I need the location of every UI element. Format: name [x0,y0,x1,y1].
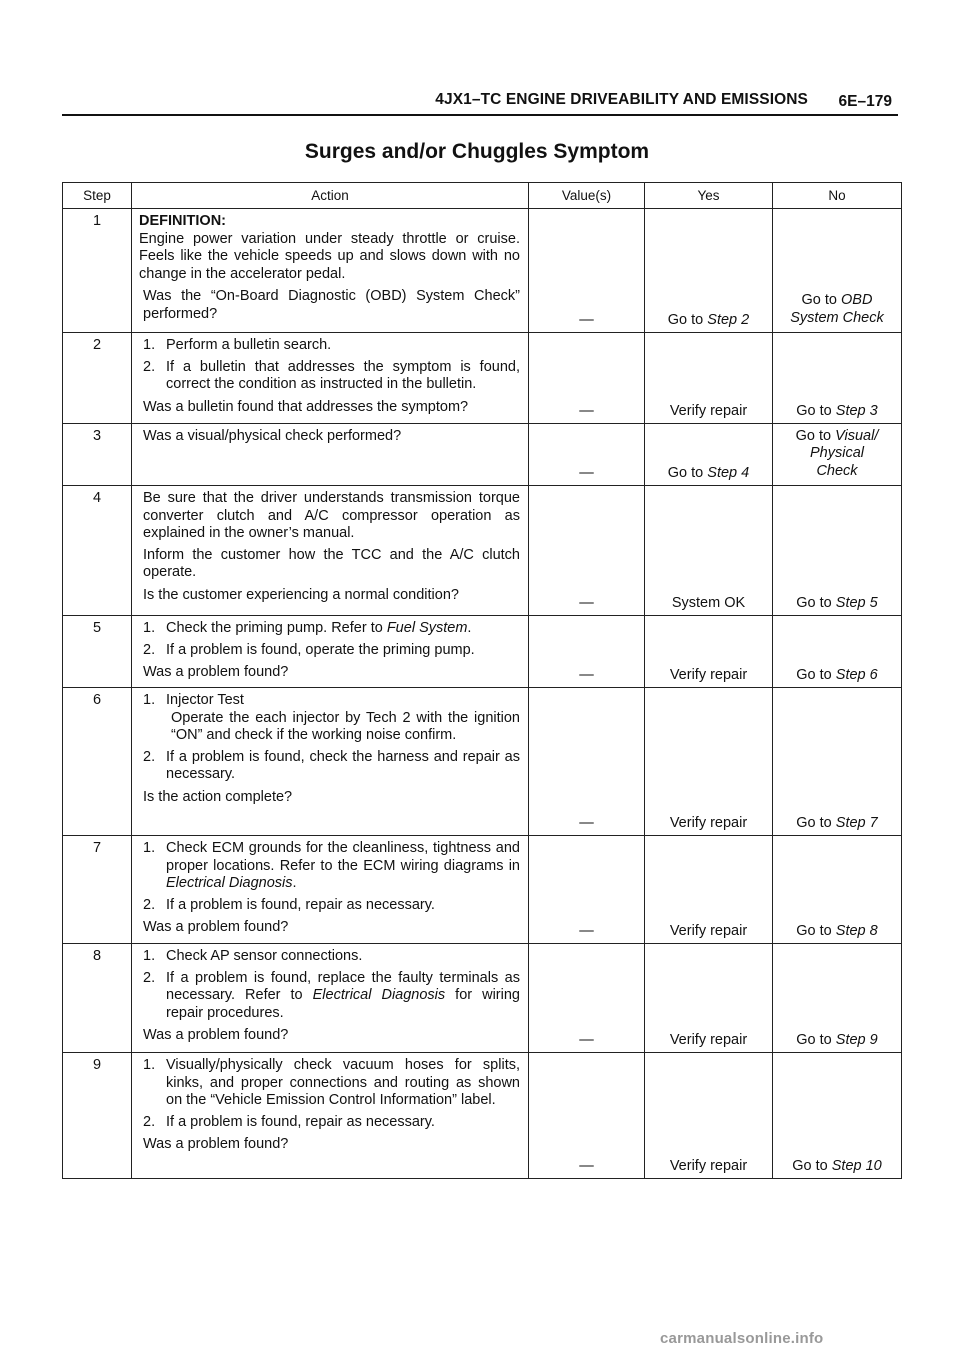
yes-cell: Verify repair [645,333,773,424]
table-row [63,209,902,333]
col-yes: Yes [645,183,773,209]
action-paragraph: Be sure that the driver understands transmission torque converter clutch and A/C compressor operation as explained in the owner’s manual. [143,490,520,541]
yes-cell: Verify repair [645,944,773,1053]
action-cell [132,209,529,333]
step-number: 3 [63,424,132,486]
action-item: If a problem is found, operate the priming pump. [166,641,475,658]
yes-cell: Verify repair [645,616,773,688]
value-cell: — [529,1053,645,1179]
question: Was a problem found? [143,1027,289,1043]
no-cell: Go to OBD System Check [773,209,902,333]
step-number: 4 [63,486,132,616]
yes-cell: Verify repair [645,836,773,944]
no-cell: Go to Visual/ Physical Check [773,424,902,486]
table-row [63,836,902,944]
value-cell: — [529,424,645,486]
table-row [63,333,902,424]
no-cell: Go to Step 6 [773,616,902,688]
table-row [63,486,902,616]
electrical-diagnosis-link[interactable]: Electrical Diagnosis [312,987,446,1003]
yes-cell: Go to Step 2 [645,209,773,333]
value-cell: — [529,616,645,688]
no-cell: Go to Step 3 [773,333,902,424]
question: Was a visual/physical check performed? [143,428,402,444]
yes-link[interactable]: Step 2 [707,311,750,328]
diagnostic-table [62,182,902,1179]
action-paragraph: Inform the customer how the TCC and the A/C clutch operate. [143,546,520,580]
no-link[interactable]: Step 10 [831,1157,882,1174]
no-link[interactable]: Step 7 [835,814,878,831]
table-row [63,616,902,688]
action-item: If a problem is found, repair as necessary. [166,896,435,913]
step-number: 2 [63,333,132,424]
action-cell [132,424,529,486]
no-link[interactable]: Step 5 [835,594,878,611]
col-action: Action [132,183,529,209]
definition-label: DEFINITION: [139,213,226,229]
question: Was a problem found? [143,664,289,680]
table-row [63,688,902,836]
action-cell: 1. Check ECM grounds for the cleanliness, tightness and proper locations. Refer to the ECM wiring diagrams in Electrical Diagnosis. 2. If a problem is found, repair as necessary. Was a problem found? [132,836,529,944]
no-link[interactable]: Visual/ Physical Check [810,427,879,479]
value-cell: — [529,333,645,424]
definition-text: Engine power variation under steady throttle or cruise. Feels like the vehicle speeds up and slows down with no change in the accelerator pedal. [139,230,520,282]
action-item: Injector Test [166,692,244,708]
no-link[interactable]: OBD System Check [790,292,884,326]
question: Was the “On-Board Diagnostic (OBD) System Check” performed? [143,288,520,322]
col-values: Value(s) [529,183,645,209]
action-item: Check AP sensor connections. [166,948,363,964]
fuel-system-link[interactable]: Fuel System [386,620,468,636]
yes-cell: System OK [645,486,773,616]
question: Was a problem found? [143,1136,289,1152]
action-cell: 1. Check the priming pump. Refer to Fuel System. 2. If a problem is found, operate the priming pump. Was a problem found? [132,616,529,688]
action-cell: 1. Injector Test Operate the each injector by Tech 2 with the ignition “ON” and check if the working noise confirm. 2. If a problem is found, check the harness and repair as necessary. Is the action complete? [132,688,529,836]
no-link[interactable]: Step 8 [835,922,878,939]
action-cell: 1. Visually/physically check vacuum hoses for splits, kinks, and proper connections and routing as shown on the “Vehicle Emission Control Information” label. 2. If a problem is found, repair as necessary. Was a problem found? [132,1053,529,1179]
action-cell [132,486,529,616]
step-number: 5 [63,616,132,688]
action-item: If a bulletin that addresses the symptom is found, correct the condition as instructed in the bulletin. [166,358,520,392]
step-number: 9 [63,1053,132,1179]
question: Was a bulletin found that addresses the symptom? [143,398,469,415]
value-cell: — [529,209,645,333]
table-row [63,1053,902,1179]
section-title: 4JX1–TC ENGINE DRIVEABILITY AND EMISSIONS [435,91,808,108]
action-item: If a problem is found, repair as necessary. [166,1113,435,1130]
table-header-row [63,183,902,209]
action-item: Check ECM grounds for the cleanliness, tightness and proper locations. Refer to the ECM wiring diagrams in Electrical Diagnosis. [166,840,520,891]
no-link[interactable]: Step 9 [835,1031,878,1048]
step-number: 1 [63,209,132,333]
action-cell: 1. Perform a bulletin search. 2. If a bulletin that addresses the symptom is found, correct the condition as instructed in the bulletin. Was a bulletin found that addresses the symptom? [132,333,529,424]
col-no: No [773,183,902,209]
question: Is the customer experiencing a normal condition? [143,586,459,603]
action-item: Visually/physically check vacuum hoses for splits, kinks, and proper connections and routing as shown on the “Vehicle Emission Control Information” label. [166,1057,520,1108]
electrical-diagnosis-link[interactable]: Electrical Diagnosis [166,875,293,891]
no-cell: Go to Step 8 [773,836,902,944]
page-number: 6E–179 [838,93,892,110]
step-number: 8 [63,944,132,1053]
action-cell: 1. Check AP sensor connections. 2. If a problem is found, replace the faulty terminals as necessary. Refer to Electrical Diagnosis for wiring repair procedures. Was a problem found? [132,944,529,1053]
no-cell: Go to Step 9 [773,944,902,1053]
step-number: 7 [63,836,132,944]
yes-cell: Verify repair [645,1053,773,1179]
no-cell: Go to Step 5 [773,486,902,616]
question: Was a problem found? [143,919,289,935]
value-cell: — [529,944,645,1053]
action-item: If a problem is found, check the harness and repair as necessary. [166,748,520,782]
yes-link[interactable]: Step 4 [707,464,750,481]
col-step: Step [63,183,132,209]
no-link[interactable]: Step 3 [835,402,878,419]
step-number: 6 [63,688,132,836]
no-cell: Go to Step 10 [773,1053,902,1179]
yes-cell: Go to Step 4 [645,424,773,486]
no-cell: Go to Step 7 [773,688,902,836]
action-item: If a problem is found, replace the faulty terminals as necessary. Refer to Electrical Diagnosis for wiring repair procedures. [166,969,520,1021]
running-header [62,88,898,116]
value-cell: — [529,486,645,616]
action-subtext: Operate the each injector by Tech 2 with the ignition “ON” and check if the working noise confirm. [171,709,520,743]
footer-watermark: carmanualsonline.info [660,1330,824,1347]
table-row [63,944,902,1053]
yes-cell: Verify repair [645,688,773,836]
no-link[interactable]: Step 6 [835,666,878,683]
question: Is the action complete? [143,788,293,805]
value-cell: — [529,688,645,836]
page-title: Surges and/or Chuggles Symptom [304,140,650,163]
value-cell: — [529,836,645,944]
action-item: Check the priming pump. Refer to Fuel System. [166,620,472,636]
table-row [63,424,902,486]
action-item: Perform a bulletin search. [166,337,332,353]
